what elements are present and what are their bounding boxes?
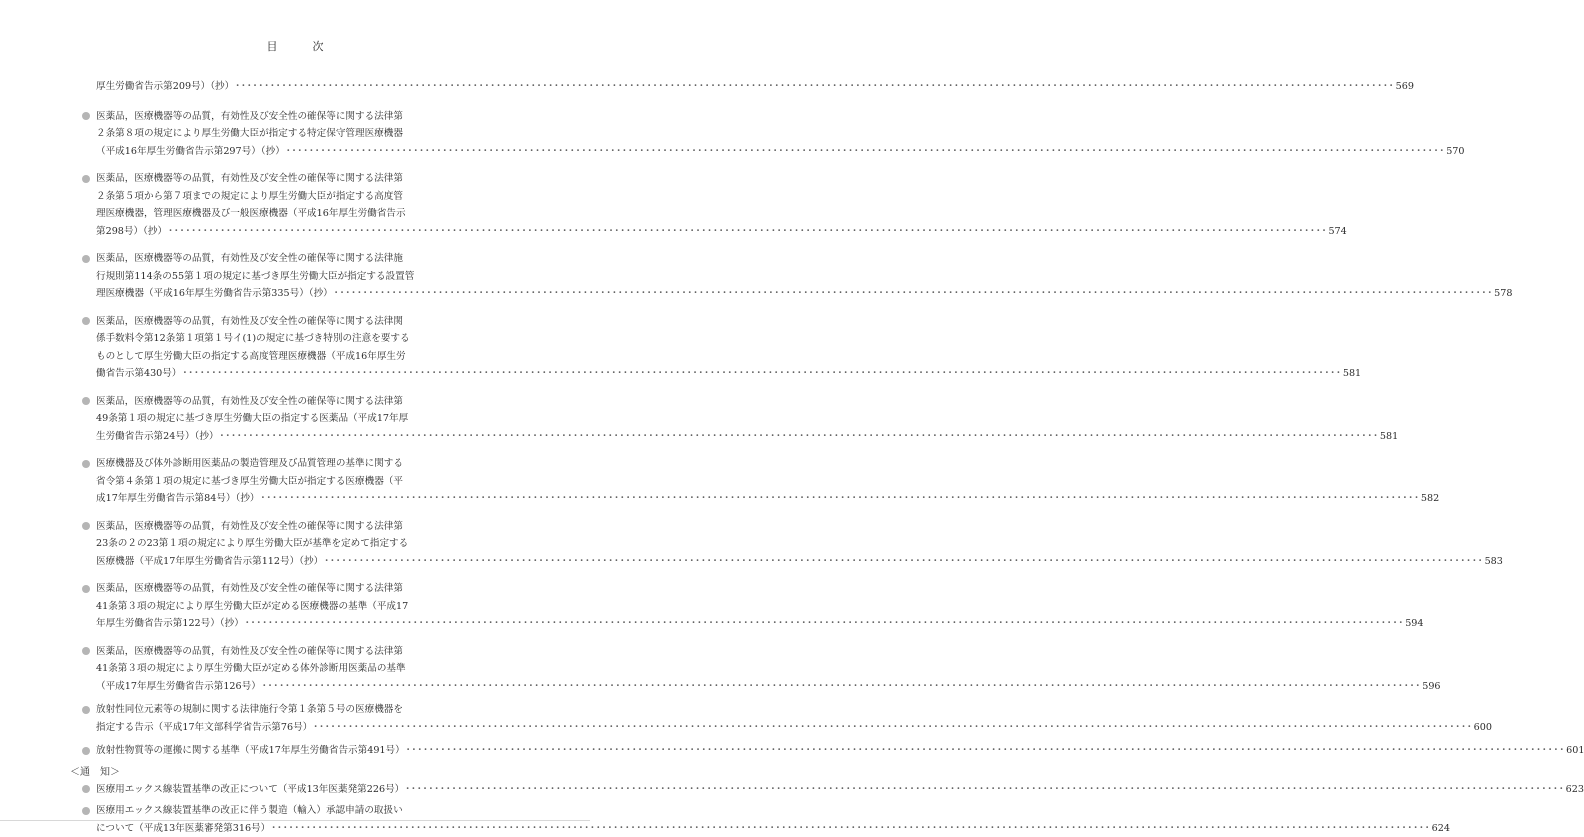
bullet-icon (82, 255, 90, 263)
entry-text-line: について（平成13年医薬審発第316号） (96, 820, 270, 837)
toc-entry[interactable] (82, 170, 519, 240)
entry-last-line (96, 719, 519, 737)
entry-text-line: 41条第３項の規定により厚生労働大臣が定める体外診断用医薬品の基準 (96, 660, 519, 678)
entry-text-line: ものとして厚生労働大臣の指定する高度管理医療機器（平成16年厚生労 (96, 348, 519, 366)
entry-last-line (96, 365, 519, 383)
page-number: 581 (1380, 428, 1398, 446)
entry-text-line: （平成16年厚生労働省告示第297号）（抄） (96, 143, 285, 161)
page-number: 582 (1421, 490, 1439, 508)
entry-text-line: 係手数料令第12条第１項第１号イ(1)の規定に基づき特別の注意を要する (96, 330, 519, 348)
page-number: 578 (1494, 285, 1512, 303)
entry-last-line (96, 742, 519, 760)
page-number: 581 (1343, 365, 1361, 383)
entry-last-line (96, 678, 519, 696)
entry-text-line: 医療用エックス線装置基準の改正について（平成13年医薬発第226号） (96, 781, 404, 799)
page-number: 596 (1422, 678, 1440, 696)
dot-leader: ････････････････････････････････････････････････････････････････････････････････････････････････････････････････････････････････････････････････････････････････････････････････････････････････････････ (324, 553, 1483, 571)
page-number: 574 (1328, 223, 1346, 241)
toc-entry[interactable] (82, 580, 519, 633)
toc-entry[interactable] (82, 313, 519, 383)
dot-leader: ････････････････････････････････････････････････････････････････････････････････････････････････････････････････････････････････････････････････････････････････････････････････････････････････････････ (286, 143, 1445, 161)
entry-text-line: 厚生労働省告示第209号）（抄） (96, 78, 234, 96)
page-number: 601 (1566, 742, 1584, 760)
toc-entry[interactable] (82, 393, 519, 446)
page-number: 600 (1474, 719, 1492, 737)
page-number: 594 (1405, 615, 1423, 633)
toc-entry[interactable] (82, 250, 519, 303)
entry-text-line: 医薬品，医療機器等の品質，有効性及び安全性の確保等に関する法律第 (96, 518, 519, 536)
entry-text-line: 第298号）（抄） (96, 223, 167, 241)
entry-text-line: 行規則第114条の55第１項の規定に基づき厚生労働大臣が指定する設置管 (96, 268, 519, 286)
toc-entry[interactable] (82, 455, 519, 508)
page-number: 570 (1446, 143, 1464, 161)
bullet-icon (82, 785, 90, 793)
entry-text-line: 49条第１項の規定に基づき厚生労働大臣の指定する医薬品（平成17年厚 (96, 410, 519, 428)
dot-leader: ････････････････････････････････････････････････････････････････････････････････････････････････････････････････････････････････････････････････････････････････････････････････････････････････････････ (220, 428, 1379, 446)
toc-page (0, 0, 590, 833)
entry-text-line: 41条第３項の規定により厚生労働大臣が定める医療機器の基準（平成17 (96, 598, 519, 616)
entry-text-line: 医薬品，医療機器等の品質，有効性及び安全性の確保等に関する法律第 (96, 643, 519, 661)
entry-text-line: （平成17年厚生労働省告示第126号） (96, 678, 261, 696)
entry-text-line: 省令第４条第１項の規定に基づき厚生労働大臣が指定する医療機器（平 (96, 473, 519, 491)
entry-last-line (96, 223, 519, 241)
dot-leader: ････････････････････････････････････････････････････････････････････････････････････････････････････････････････････････････････････････････････････････････････････････････････････････････････････････ (235, 78, 1394, 96)
entry-text-line: 働省告示第430号） (96, 365, 181, 383)
bullet-icon (82, 112, 90, 120)
entry-last-line (96, 615, 519, 633)
entry-text-line: 放射性物質等の運搬に関する基準（平成17年厚生労働省告示第491号） (96, 742, 405, 760)
bullet-icon (82, 460, 90, 468)
entry-text-line: 生労働省告示第24号）（抄） (96, 428, 219, 446)
page-number: 623 (1566, 781, 1584, 799)
entry-text-line: 医療機器（平成17年厚生労働省告示第112号）（抄） (96, 553, 323, 571)
bullet-icon (82, 397, 90, 405)
bottom-divider (0, 820, 590, 821)
dot-leader: ････････････････････････････････････････････････････････････････････････････････････････････････････････････････････････････････････････････････････････････････････････････････････････････････････････ (271, 820, 1430, 837)
dot-leader: ････････････････････････････････････････････････････････････････････････････････････････････････････････････････････････････････････････････････････････････････････････････････････････････････････････ (245, 615, 1404, 633)
entry-text-line: 医療機器及び体外診断用医薬品の製造管理及び品質管理の基準に関する (96, 455, 519, 473)
entry-text-line: ２条第５項から第７項までの規定により厚生労働大臣が指定する高度管 (96, 188, 519, 206)
entry-text-line: 医薬品，医療機器等の品質，有効性及び安全性の確保等に関する法律関 (96, 313, 519, 331)
entry-last-line (96, 553, 519, 571)
dot-leader: ････････････････････････････････････････････････････････････････････････････････････････････････････････････････････････････････････････････････････････････････････････････････････････････････････････ (182, 365, 1341, 383)
toc-entry[interactable] (82, 78, 519, 96)
entry-text-line: 23条の２の23第１項の規定により厚生労働大臣が基準を定めて指定する (96, 535, 519, 553)
dot-leader: ････････････････････････････････････････････････････････････････････････････････････････････････････････････････････････････････････････････････････････････････････････････････････････････････････････ (261, 490, 1420, 508)
bullet-icon (82, 522, 90, 530)
entry-text-line: 医薬品，医療機器等の品質，有効性及び安全性の確保等に関する法律施 (96, 250, 519, 268)
toc-entry[interactable] (82, 518, 519, 571)
page-title: 目 次 (0, 38, 590, 54)
toc-entry[interactable] (82, 643, 519, 696)
entry-text-line: 理医療機器（平成16年厚生労働省告示第335号）（抄） (96, 285, 333, 303)
page-number: 569 (1396, 78, 1414, 96)
entry-text-line: 医薬品，医療機器等の品質，有効性及び安全性の確保等に関する法律第 (96, 108, 519, 126)
entry-text-line: 成17年厚生労働省告示第84号）（抄） (96, 490, 260, 508)
bullet-icon (82, 175, 90, 183)
bullet-icon (82, 317, 90, 325)
entry-last-line (96, 428, 519, 446)
bullet-icon (82, 706, 90, 714)
entry-text-line: 医薬品，医療機器等の品質，有効性及び安全性の確保等に関する法律第 (96, 393, 519, 411)
entry-last-line (96, 820, 519, 837)
page-number: 624 (1432, 820, 1450, 837)
entry-text-line: 理医療機器，管理医療機器及び一般医療機器（平成16年厚生労働省告示 (96, 205, 519, 223)
entry-text-line: 年厚生労働省告示第122号）（抄） (96, 615, 244, 633)
dot-leader: ････････････････････････････････････････････････････････････････････････････････････････････････････････････････････････････････････････････････････････････････････････････････････････････････････････ (334, 285, 1493, 303)
entry-text-line: 指定する告示（平成17年文部科学省告示第76号） (96, 719, 312, 737)
toc-entry[interactable] (82, 781, 519, 799)
dot-leader: ････････････････････････････････････････････････････････････････････････････････････････････････････････････････････････････････････････････････････････････････････････････････････････････････････････ (406, 742, 1565, 760)
page-number: 583 (1485, 553, 1503, 571)
entry-last-line (96, 143, 519, 161)
dot-leader: ････････････････････････････････････････････････････････････････････････････････････････････････････････････････････････････････････････････････････････････････････････････････････････････････････････ (313, 719, 1472, 737)
entry-last-line (96, 781, 519, 799)
entry-last-line (96, 285, 519, 303)
entry-text-line: 医薬品，医療機器等の品質，有効性及び安全性の確保等に関する法律第 (96, 580, 519, 598)
bullet-icon (82, 647, 90, 655)
bullet-icon (82, 747, 90, 755)
entry-text-line: ２条第８項の規定により厚生労働大臣が指定する特定保守管理医療機器 (96, 125, 519, 143)
entry-text-line: 医薬品，医療機器等の品質，有効性及び安全性の確保等に関する法律第 (96, 170, 519, 188)
section-header-notices: ＜通 知＞ (70, 764, 519, 781)
dot-leader: ････････････････････････････････････････････････････････････････････････････････････････････････････････････････････････････････････････････････････････････････････････････････････････････････････････ (168, 223, 1327, 241)
toc-entry[interactable] (82, 701, 519, 736)
entry-text-line: 放射性同位元素等の規制に関する法律施行令第１条第５号の医療機器を (96, 701, 519, 719)
entry-text-line: 医療用エックス線装置基準の改正に伴う製造（輸入）承認申請の取扱い (96, 802, 519, 820)
dot-leader: ････････････････････････････････････････････････････････････････････････････････････････････････････････････････････････････････････････････････････････････････････････････････････････････････････････ (262, 678, 1421, 696)
toc-entry[interactable] (82, 742, 519, 760)
bullet-icon (82, 585, 90, 593)
entry-last-line (96, 78, 519, 96)
toc-entry[interactable] (82, 108, 519, 161)
table-of-contents (82, 78, 519, 837)
entry-last-line (96, 490, 519, 508)
bullet-icon (82, 807, 90, 815)
dot-leader: ････････････････････････････････････････････････････････････････････････････････････････････････････････････････････････････････････････････････････････････････････････････････････････････････････････ (405, 781, 1564, 799)
